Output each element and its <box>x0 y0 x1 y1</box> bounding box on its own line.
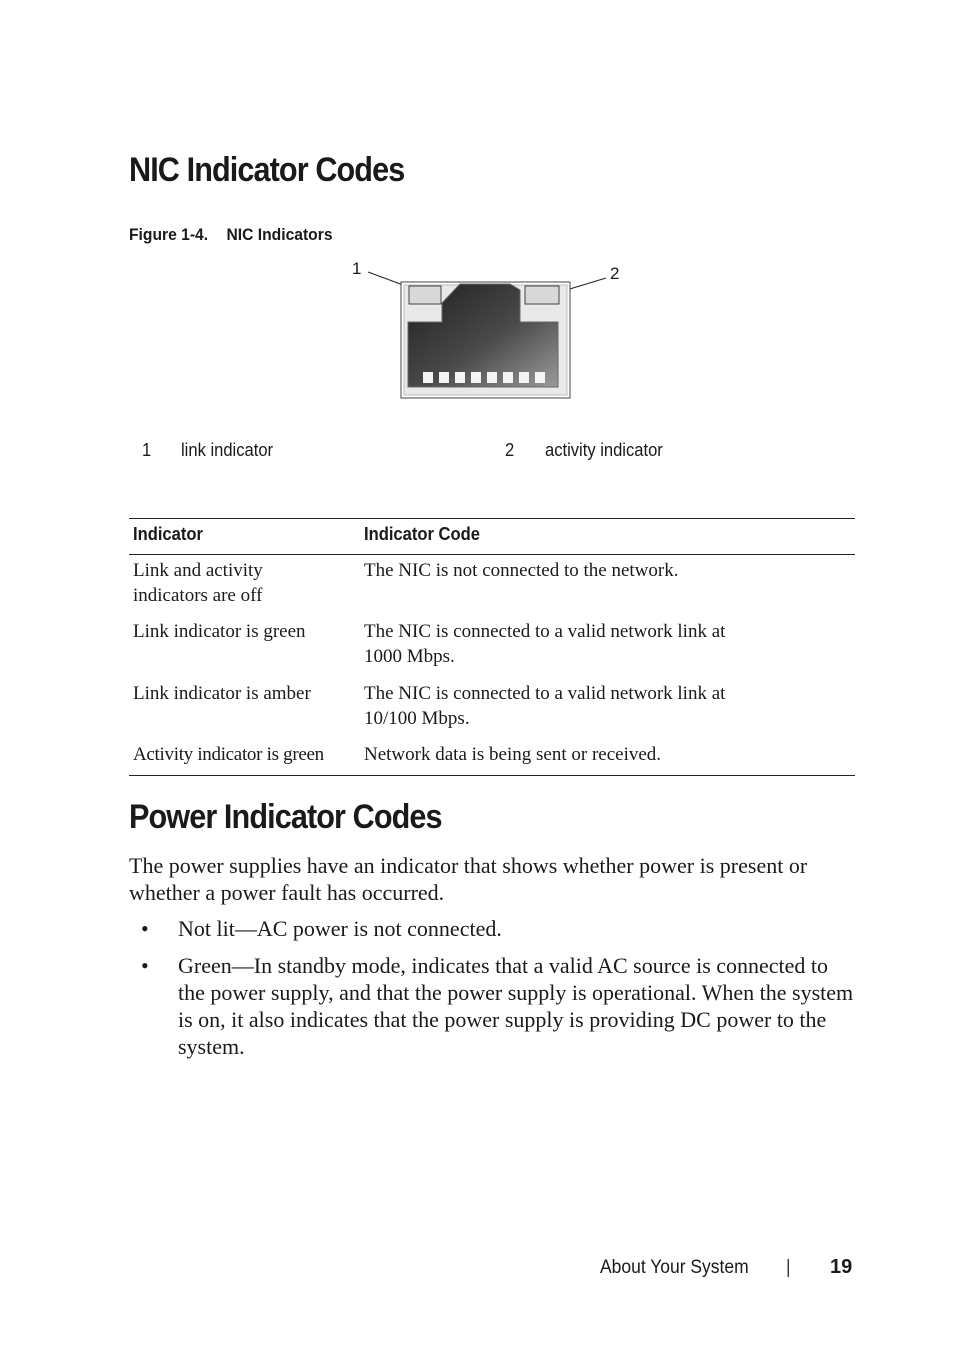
activity-indicator-led <box>525 286 559 304</box>
table-cell-code: The NIC is connected to a valid network link at 1000 Mbps. <box>364 621 726 667</box>
callout-1: 1 <box>352 259 362 278</box>
table-top-rule <box>129 518 855 519</box>
table-cell-code: The NIC is not connected to the network. <box>364 560 679 581</box>
nic-port-illustration <box>360 262 620 407</box>
figure-title: NIC Indicators <box>226 225 333 244</box>
figure-number: Figure 1-4. <box>129 225 209 244</box>
footer-page-number: 19 <box>830 1256 853 1278</box>
table-cell-indicator: Activity indicator is green <box>133 744 324 765</box>
legend-number-2: 2 <box>505 440 515 460</box>
power-intro-paragraph: The power supplies have an indicator that shows whether power is present or whether a power fault has occurred. <box>129 853 808 905</box>
legend-label-2: activity indicator <box>545 440 663 460</box>
table-header-indicator: Indicator <box>133 524 203 544</box>
footer-section-title: About Your System <box>600 1257 749 1278</box>
bullet-item: Green—In standby mode, indicates that a valid AC source is connected to the power supply, and that the power supply is operational. When the system is on, it also indicates that the power supply is providing DC power to the system. <box>178 953 854 1059</box>
section-heading-nic: NIC Indicator Codes <box>129 151 405 189</box>
link-indicator-led <box>409 286 441 304</box>
footer-separator: | <box>786 1257 791 1278</box>
table-cell-code: The NIC is connected to a valid network link at 10/100 Mbps. <box>364 683 726 729</box>
bullet-marker: • <box>141 916 149 941</box>
legend-number-1: 1 <box>142 440 152 460</box>
section-heading-power: Power Indicator Codes <box>129 798 442 836</box>
table-cell-indicator: Link indicator is green <box>133 621 306 642</box>
bullet-marker: • <box>141 953 149 978</box>
table-header-rule <box>129 554 855 555</box>
bullet-item: Not lit—AC power is not connected. <box>178 916 502 941</box>
table-bottom-rule <box>129 775 855 776</box>
callout-2: 2 <box>610 264 620 283</box>
table-cell-indicator: Link indicator is amber <box>133 683 311 704</box>
table-cell-indicator: Link and activity indicators are off <box>133 560 263 606</box>
figure-caption <box>129 225 333 245</box>
table-header-indicator-code: Indicator Code <box>364 524 480 544</box>
legend-label-1: link indicator <box>181 440 274 460</box>
table-cell-code: Network data is being sent or received. <box>364 744 662 765</box>
